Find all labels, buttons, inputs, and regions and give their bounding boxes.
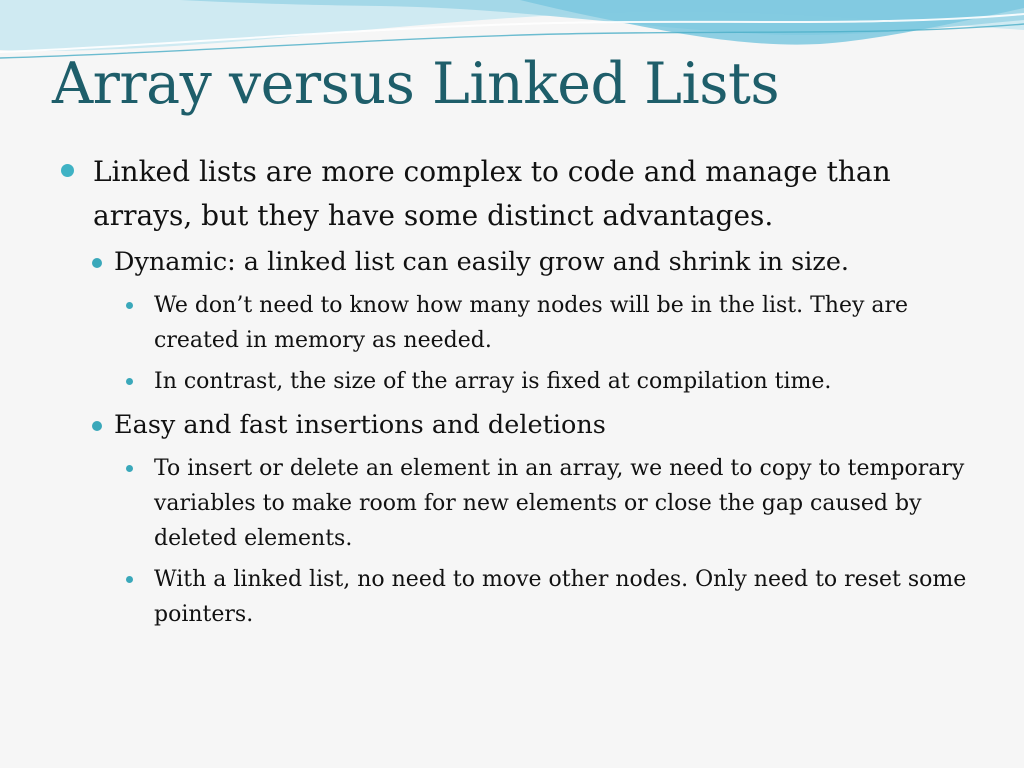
bullet-item-level3	[123, 288, 980, 358]
bullet-item-level3	[123, 364, 980, 399]
bullet-text: In contrast, the size of the array is fixed at compilation time.	[154, 369, 832, 394]
bullet-item-level2	[73, 407, 980, 632]
bullet-dot-icon	[126, 302, 133, 309]
bullet-text: Dynamic: a linked list can easily grow and shrink in size.	[114, 247, 850, 277]
slide-content	[60, 150, 980, 640]
bullet-text: To insert or delete an element in an array, we need to copy to temporary variables to make room for new elements or close the gap caused by deleted elements.	[154, 456, 965, 551]
sub-bullet-list	[93, 244, 980, 632]
bullet-dot-icon	[126, 465, 133, 472]
bullet-list	[60, 150, 980, 632]
bullet-dot-icon	[92, 421, 102, 431]
bullet-text: Easy and fast insertions and deletions	[114, 410, 606, 440]
bullet-text: With a linked list, no need to move other nodes. Only need to reset some pointers.	[154, 567, 967, 627]
sub-sub-bullet-list	[114, 451, 980, 632]
bullet-dot-icon	[126, 576, 133, 583]
bullet-item-level2	[73, 244, 980, 399]
bullet-dot-icon	[126, 378, 133, 385]
bullet-item-level1	[60, 150, 980, 632]
slide-title: Array versus Linked Lists	[52, 51, 780, 117]
bullet-text: We don’t need to know how many nodes will be in the list. They are created in memory as needed.	[154, 293, 909, 353]
bullet-item-level3	[123, 451, 980, 556]
bullet-dot-icon	[92, 258, 102, 268]
bullet-item-level3	[123, 562, 980, 632]
bullet-dot-icon	[61, 164, 74, 177]
sub-sub-bullet-list	[114, 288, 980, 399]
bullet-text: Linked lists are more complex to code and manage than arrays, but they have some distinct advantages.	[93, 155, 891, 232]
